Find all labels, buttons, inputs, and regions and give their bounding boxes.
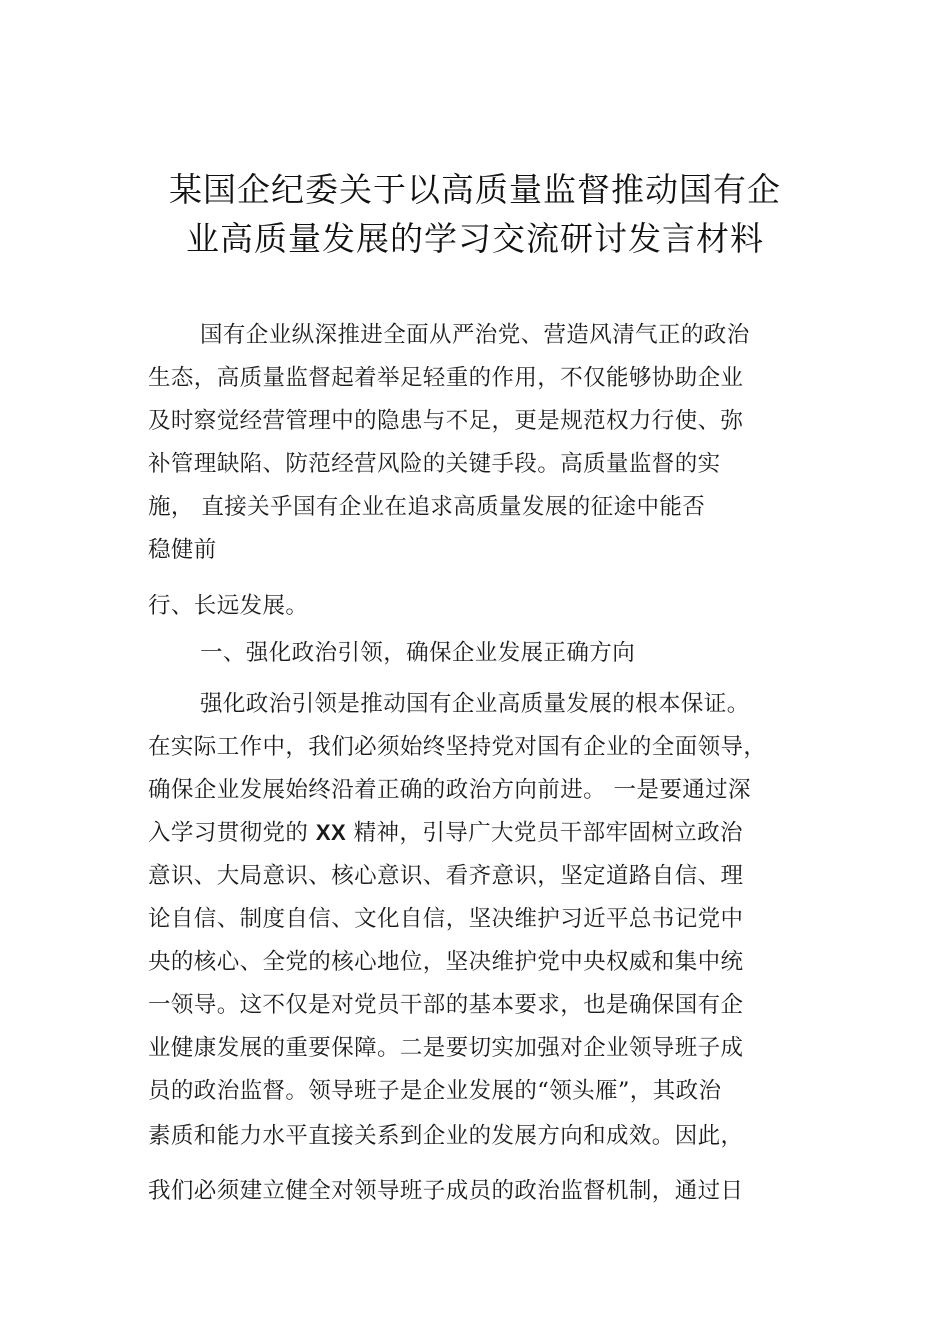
paragraph-line: 论自信、制度自信、文化自信，坚决维护习近平总书记党中	[148, 906, 744, 932]
document-title-line-1: 某国企纪委关于以高质量监督推动国有企	[169, 170, 781, 209]
xx-placeholder: XX	[315, 820, 347, 845]
paragraph-line: 强化政治引领是推动国有企业高质量发展的根本保证。	[200, 691, 750, 717]
paragraph-line: 稳健前	[148, 537, 217, 563]
paragraph-line: 素质和能力水平直接关系到企业的发展方向和成效。因此，	[148, 1123, 744, 1149]
document-title-line-2: 业高质量发展的学习交流研讨发言材料	[186, 219, 764, 258]
paragraph-segment: 入学习贯彻党的	[148, 820, 309, 846]
paragraph-line	[148, 815, 743, 847]
paragraph-line: 我们必须建立健全对领导班子成员的政治监督机制，通过日	[148, 1178, 744, 1204]
section-heading: 一、强化政治引领，确保企业发展正确方向	[200, 640, 636, 666]
paragraph-line: 在实际工作中，我们必须始终坚持党对国有企业的全面领导，	[148, 734, 767, 760]
paragraph-line: 业健康发展的重要保障。二是要切实加强对企业领导班子成	[148, 1035, 744, 1061]
paragraph-line: 央的核心、全党的核心地位，坚决维护党中央权威和集中统	[148, 949, 744, 975]
paragraph-line: 生态，高质量监督起着举足轻重的作用，不仅能够协助企业	[148, 365, 744, 391]
paragraph-segment: 精神，引导广大党员干部牢固树立政治	[353, 820, 743, 846]
paragraph-line: 员的政治监督。领导班子是企业发展的“领头雁”，其政治	[148, 1078, 722, 1104]
paragraph-line: 确保企业发展始终沿着正确的政治方向前进。 一是要通过深	[148, 777, 751, 803]
paragraph-line: 行、长远发展。	[148, 593, 309, 619]
paragraph-line: 意识、大局意识、核心意识、看齐意识，坚定道路自信、理	[148, 863, 744, 889]
paragraph-line: 补管理缺陷、防范经营风险的关键手段。高质量监督的实	[148, 451, 721, 477]
paragraph-line: 一领导。这不仅是对党员干部的基本要求，也是确保国有企	[148, 992, 744, 1018]
paragraph-line: 施， 直接关乎国有企业在追求高质量发展的征途中能否	[148, 494, 706, 520]
paragraph-line: 及时察觉经营管理中的隐患与不足，更是规范权力行使、弥	[148, 408, 744, 434]
paragraph-line: 国有企业纵深推进全面从严治党、营造风清气正的政治	[200, 322, 750, 348]
